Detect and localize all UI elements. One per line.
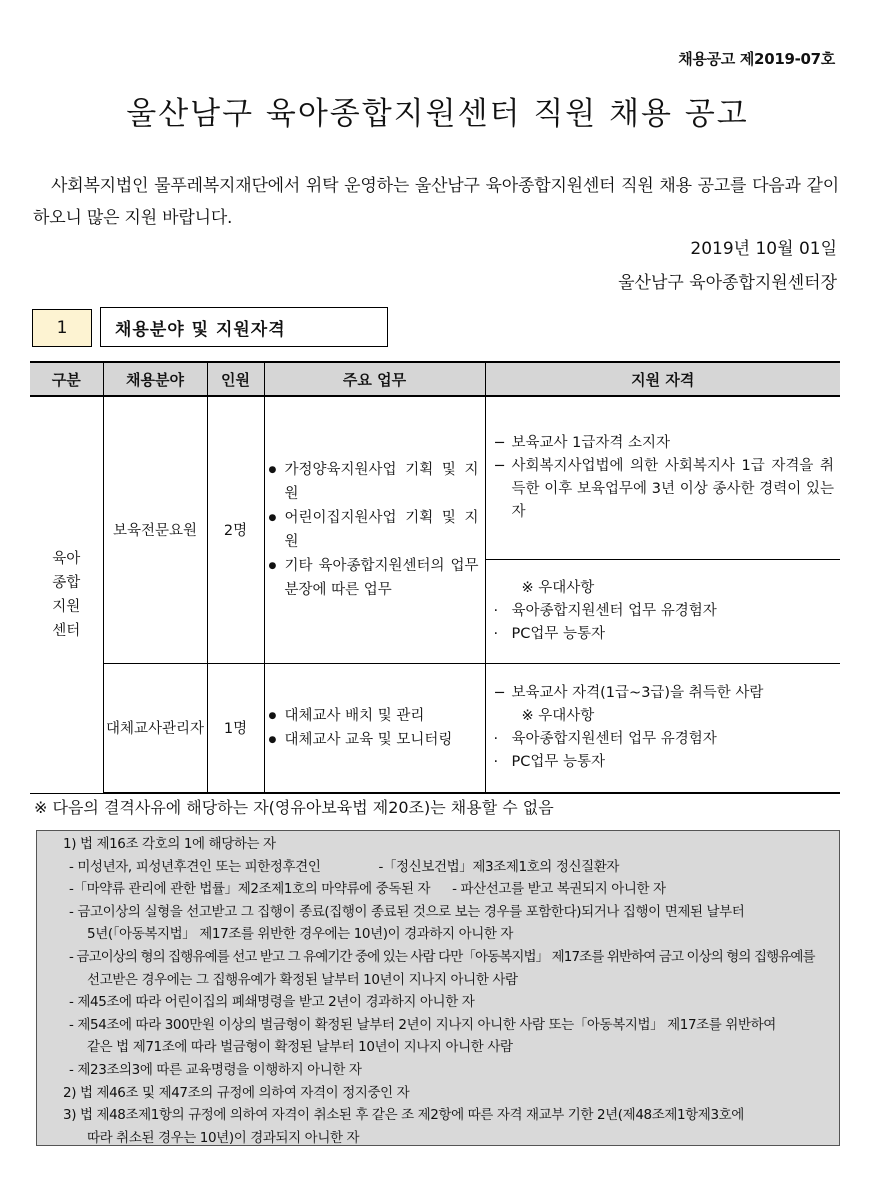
task-item: ● 어린이집지원사업 기획 및 지원 [269, 506, 479, 554]
disqualification-item: 2) 법 제46조 및 제47조의 규정에 의하여 자격이 정지중인 자 [63, 1084, 410, 1101]
category-cell: 육아 종합 지원 센터 [30, 396, 103, 793]
section-title: 채용분야 및 지원자격 [100, 307, 388, 347]
count-cell: 2명 [207, 396, 264, 663]
preference-item: · PC업무 능통자 [493, 625, 606, 642]
disqualification-item: 1) 법 제16조 각호의 1에 해당하는 자 [63, 836, 276, 852]
signer: 울산남구 육아종합지원센터장 [618, 273, 837, 293]
disqualification-item: 3) 법 제48조제1항의 규정에 의하여 자격이 취소된 후 같은 조 제2항에 따른 자격 재교부 기한 2년(제48조제1항제3호에 [63, 1107, 744, 1124]
disqualification-subitem-cont: 5년(「아동복지법」 제17조를 위반한 경우에는 10년)이 경과하지 아니한 자 [87, 926, 514, 943]
field-cell: 보육전문요원 [103, 396, 207, 663]
page-title: 울산남구 육아종합지원센터 직원 채용 공고 [126, 96, 749, 132]
disqualification-subitem: - 제54조에 따라 300만원 이상의 벌금형이 확정된 날부터 2년이 지나지 아니한 사람 또는「아동복지법」 제17조를 위반하여 [69, 1016, 776, 1033]
notice-number: 채용공고 제2019-07호 [678, 50, 835, 68]
qualification-item: − 보육교사 1급자격 소지자 [493, 434, 671, 451]
tasks-cell [264, 396, 485, 663]
count-cell: 1명 [207, 663, 264, 793]
task-item: ● 대체교사 교육 및 모니터링 [269, 728, 479, 752]
header-qualifications: 지원 자격 [485, 362, 840, 396]
task-item: ● 가정양육지원사업 기획 및 지원 [269, 458, 479, 506]
disqualification-subitem: - 미성년자, 피성년후견인 또는 피한정후견인 -「정신보건법」제3조제1호의 정신질환자 [69, 858, 620, 875]
disqualification-subitem: - 금고이상의 형의 집행유예를 선고 받고 그 유예기간 중에 있는 사람 다만「아동복지법」 제17조를 위반하여 금고 이상의 형의 집행유예를 [69, 948, 815, 965]
header-category: 구분 [30, 362, 103, 396]
disqualification-item-cont: 따라 취소된 경우는 10년)이 경과되지 아니한 자 [87, 1129, 360, 1146]
header-count: 인원 [207, 362, 264, 396]
preference-item: · 육아종합지원센터 업무 유경험자 [493, 602, 717, 619]
preference-title: ※ 우대사항 [521, 579, 595, 596]
qualification-item: − 보육교사 자격(1급~3급)을 취득한 사람 [493, 684, 764, 701]
disqualification-subitem: - 제45조에 따라 어린이집의 폐쇄명령을 받고 2년이 경과하지 아니한 자 [69, 994, 475, 1011]
disqualification-subitem: - 제23조의3에 따른 교육명령을 이행하지 아니한 자 [69, 1061, 362, 1078]
header-tasks: 주요 업무 [264, 362, 485, 396]
qualifications-cell [485, 663, 840, 793]
preference-title: ※ 우대사항 [521, 707, 595, 724]
recruitment-table [30, 361, 840, 794]
qualifications-cell [485, 396, 840, 559]
disqualification-subitem-cont: 선고받은 경우에는 그 집행유예가 확정된 날부터 10년이 지나지 아니한 사람 [87, 971, 518, 988]
preference-item: · 육아종합지원센터 업무 유경험자 [493, 730, 717, 747]
section-number: 1 [32, 309, 92, 347]
exclusion-note: ※ 다음의 결격사유에 해당하는 자(영유아보육법 제20조)는 채용할 수 없음 [34, 798, 554, 817]
disqualification-subitem-cont: 같은 법 제71조에 따라 벌금형이 확정된 날부터 10년이 지나지 아니한 사람 [87, 1039, 513, 1056]
disqualification-subitem: - 금고이상의 실형을 선고받고 그 집행이 종료(집행이 종료된 것으로 보는 경우를 포함한다)되거나 집행이 면제된 날부터 [69, 903, 745, 920]
header-field: 채용분야 [103, 362, 207, 396]
task-item: ● 기타 육아종합지원센터의 업무분장에 따른 업무 [269, 554, 479, 602]
qualification-item: − 사회복지사업법에 의한 사회복지사 1급 자격을 취득한 이후 보육업무에 3년 이상 종사한 경력이 있는 자 [493, 457, 834, 520]
field-cell: 대체교사관리자 [103, 663, 207, 793]
task-item: ● 대체교사 배치 및 관리 [269, 704, 479, 728]
disqualification-box [36, 830, 840, 1146]
tasks-cell [264, 663, 485, 793]
intro-text: 사회복지법인 물푸레복지재단에서 위탁 운영하는 울산남구 육아종합지원센터 직원 채용 공고를 다음과 같이 하오니 많은 지원 바랍니다. [33, 176, 839, 228]
table-row [30, 663, 840, 793]
table-header-row [30, 362, 840, 396]
table-row [30, 396, 840, 559]
intro-paragraph [33, 170, 839, 234]
preferences-cell [485, 559, 840, 663]
notice-date: 2019년 10월 01일 [690, 239, 837, 259]
preference-item: · PC업무 능통자 [493, 753, 606, 770]
disqualification-subitem: -「마약류 관리에 관한 법률」제2조제1호의 마약류에 중독된 자 - 파산선고를 받고 복권되지 아니한 자 [69, 881, 666, 898]
